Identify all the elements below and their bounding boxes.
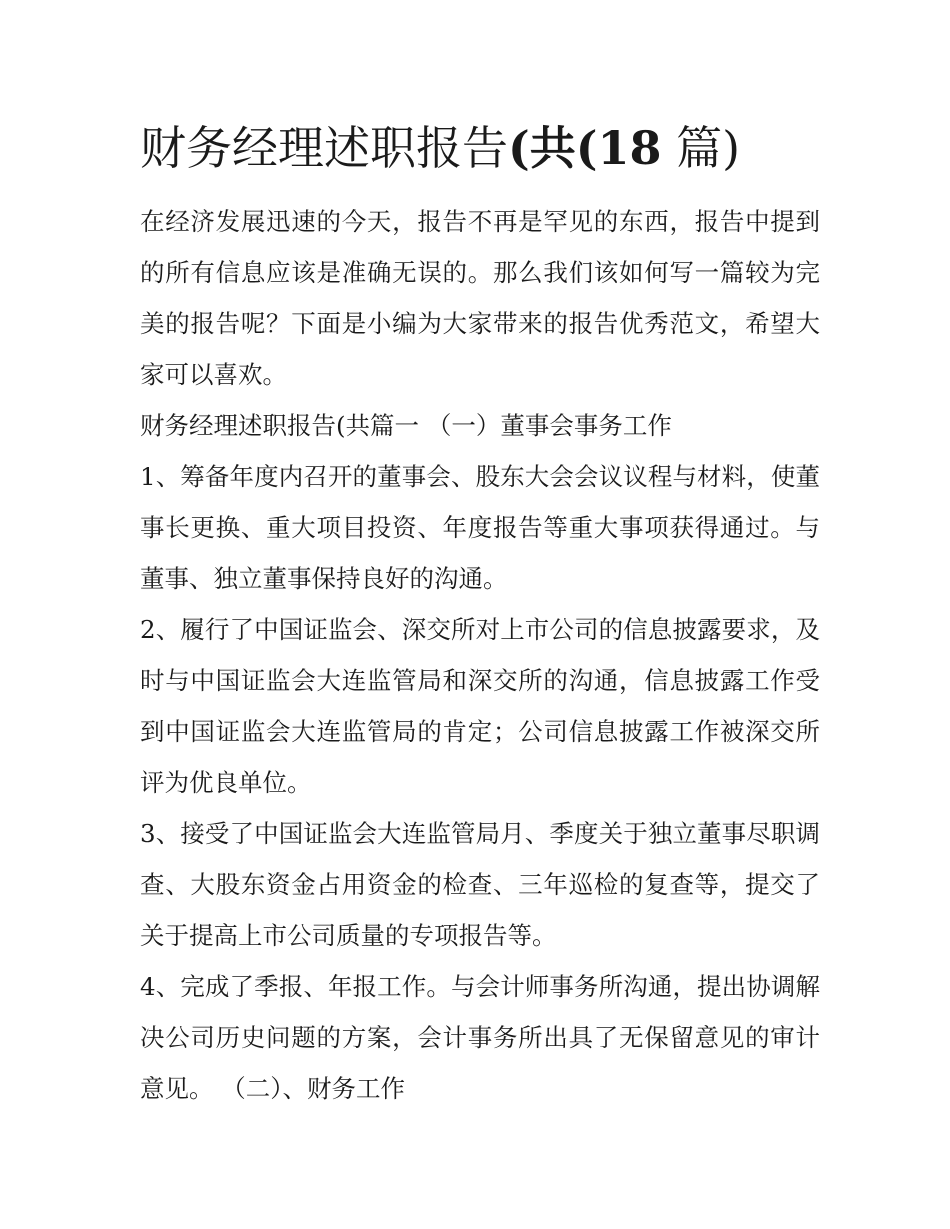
document-body	[140, 196, 820, 1114]
title-end: 篇)	[676, 121, 741, 175]
title-main: 财务经理述职报告	[140, 121, 508, 175]
document-title	[140, 112, 740, 184]
title-paren: (共(18	[508, 121, 662, 175]
intro-paragraph: 在经济发展迅速的今天，报告不再是罕见的东西，报告中提到的所有信息应该是准确无误的。那么我们该如何写一篇较为完美的报告呢？下面是小编为大家带来的报告优秀范文，希望大家可以喜欢。	[140, 207, 820, 389]
paragraph-item-3: 3、接受了中国证监会大连监管局月、季度关于独立董事尽职调查、大股东资金占用资金的检查、三年巡检的复查等，提交了关于提高上市公司质量的专项报告等。	[140, 819, 820, 950]
paragraph-item-1: 1、筹备年度内召开的董事会、股东大会会议议程与材料，使董事长更换、重大项目投资、年度报告等重大事项获得通过。与董事、独立董事保持良好的沟通。	[140, 462, 820, 593]
title-space	[662, 121, 677, 175]
paragraph-item-4: 4、完成了季报、年报工作。与会计师事务所沟通，提出协调解决公司历史问题的方案，会计事务所出具了无保留意见的审计意见。 （二）、财务工作	[140, 972, 820, 1103]
paragraph-item-2: 2、履行了中国证监会、深交所对上市公司的信息披露要求，及时与中国证监会大连监管局和深交所的沟通，信息披露工作受到中国证监会大连监管局的肯定；公司信息披露工作被深交所评为优良单位。	[140, 615, 820, 797]
section-heading: 财务经理述职报告(共篇一 （一）董事会事务工作	[140, 411, 672, 440]
